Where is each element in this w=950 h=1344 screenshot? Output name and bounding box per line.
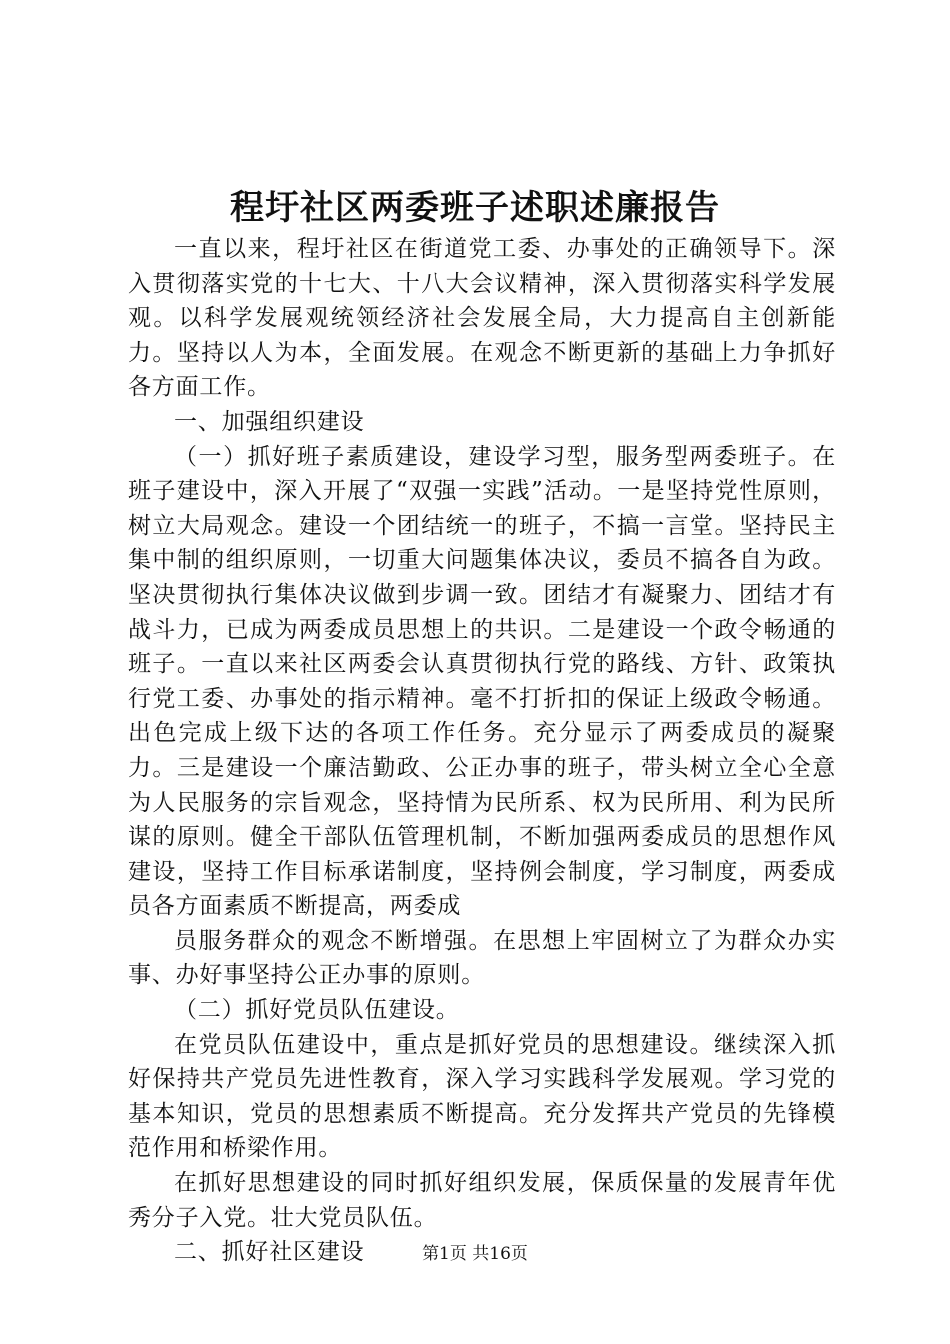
document-body bbox=[128, 232, 836, 1270]
subsection-heading-party-members: （二）抓好党员队伍建设。 bbox=[174, 997, 460, 1024]
continuation-paragraph: 员服务群众的观念不断增强。在思想上牢固树立了为群众办实事、办好事坚持公正办事的原则。 bbox=[128, 927, 836, 989]
party-members-paragraph: 在党员队伍建设中，重点是抓好党员的思想建设。继续深入抓好保持共产党员先进性教育，深入学习实践科学发展观。学习党的基本知识，党员的思想素质不断提高。充分发挥共产党员的先锋模范作用和桥梁作用。 bbox=[128, 1031, 836, 1162]
organization-development-paragraph: 在抓好思想建设的同时抓好组织发展，保质保量的发展青年优秀分子入党。壮大党员队伍。 bbox=[128, 1170, 836, 1231]
intro-paragraph: 一直以来，程圩社区在街道党工委、办事处的正确领导下。深入贯彻落实党的十七大、十八大会议精神，深入贯彻落实科学发展观。以科学发展观统领经济社会发展全局，大力提高自主创新能力。坚持以人为本，全面发展。在观念不断更新的基础上力争抓好各方面工作。 bbox=[128, 236, 836, 401]
document-title: 程圩社区两委班子述职述廉报告 bbox=[230, 188, 720, 228]
section-heading-community: 二、抓好社区建设 bbox=[174, 1239, 365, 1266]
subsection-team-building-paragraph: （一）抓好班子素质建设，建设学习型，服务型两委班子。在班子建设中，深入开展了“双强一实践”活动。一是坚持党性原则，树立大局观念。建设一个团结统一的班子，不搞一言堂。坚持民主集中制的组织原则，一切重大问题集体决议，委员不搞各自为政。坚决贯彻执行集体决议做到步调一致。团结才有凝聚力、团结才有战斗力，已成为两委成员思想上的共识。二是建设一个政令畅通的班子。一直以来社区两委会认真贯彻执行党的路线、方针、政策执行党工委、办事处的指示精神。毫不打折扣的保证上级政令畅通。出色完成上级下达的各项工作任务。充分显示了两委成员的凝聚力。三是建设一个廉洁勤政、公正办事的班子，带头树立全心全意为人民服务的宗旨观念，坚持情为民所系、权为民所用、利为民所谋的原则。健全干部队伍管理机制，不断加强两委成员的思想作风建设，坚持工作目标承诺制度，坚持例会制度，学习制度，两委成员各方面素质不断提高，两委成 bbox=[128, 443, 836, 920]
page-number-footer: 第1页 共16页 bbox=[422, 1244, 528, 1264]
section-heading-organization: 一、加强组织建设 bbox=[174, 408, 365, 435]
